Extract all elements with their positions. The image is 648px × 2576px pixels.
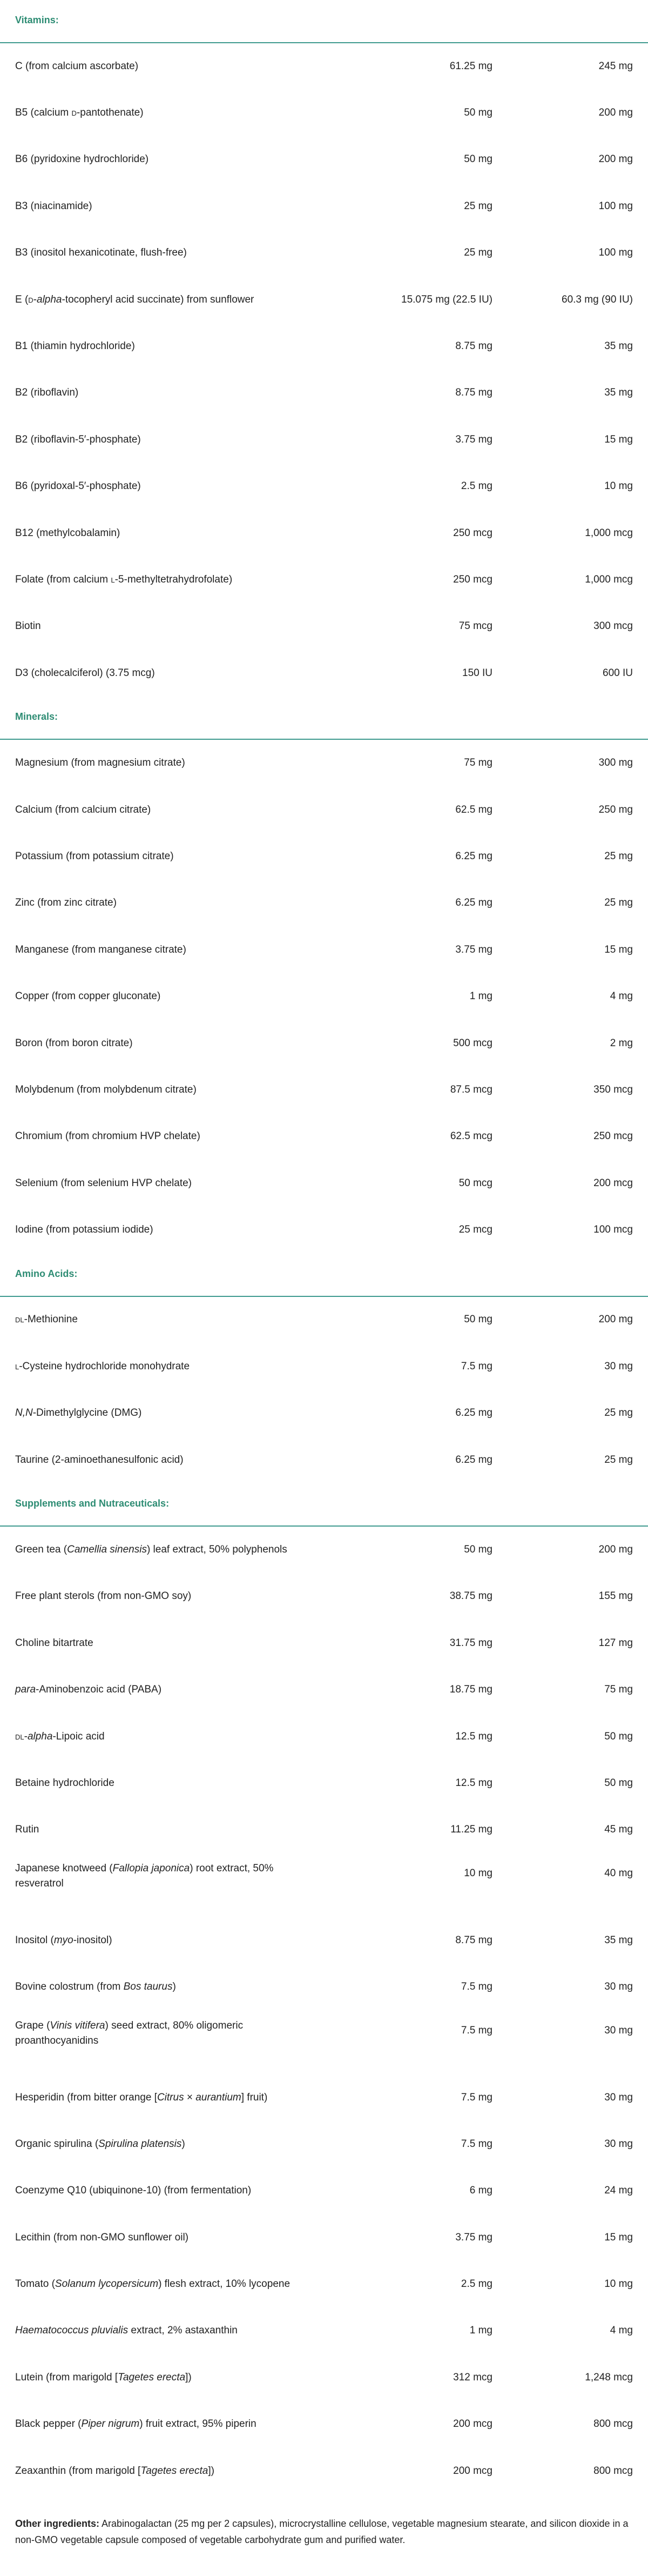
- ingredient-row: [0, 650, 648, 697]
- ingredient-row: [0, 973, 648, 1020]
- amount-per-serving: 127 mg: [598, 1637, 633, 1649]
- ingredient-name: Biotin: [15, 620, 41, 632]
- amount-per-capsule: 25 mg: [464, 247, 492, 259]
- amount-per-capsule: 15.075 mg (22.5 IU): [401, 293, 492, 305]
- ingredient-name: Coenzyme Q10 (ubiquinone-10) (from fermentation): [15, 2185, 252, 2197]
- ingredient-row: [0, 1854, 648, 1917]
- amount-per-capsule: 8.75 mg: [455, 1934, 492, 1946]
- amount-per-capsule: 7.5 mg: [461, 2091, 492, 2103]
- amount-per-capsule: 12.5 mg: [455, 1730, 492, 1742]
- amount-per-serving: 800 mcg: [593, 2418, 633, 2430]
- ingredient-row: [0, 787, 648, 833]
- ingredient-name: Japanese knotweed (Fallopia japonica) root extract, 50% resveratrol: [15, 1863, 274, 1890]
- ingredient-name: B2 (riboflavin-5′-phosphate): [15, 433, 141, 445]
- ingredient-name: B3 (niacinamide): [15, 200, 92, 212]
- ingredient-row: [0, 1067, 648, 1113]
- amount-per-capsule: 50 mg: [464, 153, 492, 165]
- amount-per-serving: 24 mg: [604, 2185, 633, 2197]
- amount-per-capsule: 25 mcg: [458, 1224, 492, 1236]
- other-ingredients-text: Arabinogalactan (25 mg per 2 capsules), microcrystalline cellulose, vegetable magnesium stearate, and silicon dioxide in a non-GMO vegetable capsule composed of vegetable carbohydrate gum and purified water.: [15, 2518, 629, 2545]
- amount-per-capsule: 25 mg: [464, 200, 492, 212]
- section-header: Minerals:: [0, 697, 648, 740]
- amount-per-serving: 200 mg: [598, 1544, 633, 1556]
- amount-per-capsule: 6.25 mg: [455, 850, 492, 862]
- ingredient-row: [0, 1343, 648, 1390]
- ingredient-name: Boron (from boron citrate): [15, 1037, 133, 1049]
- amount-per-capsule: 1 mg: [469, 2325, 492, 2337]
- ingredient-row: [0, 1964, 648, 2010]
- amount-per-serving: 10 mg: [604, 2278, 633, 2290]
- amount-per-serving: 250 mcg: [593, 1130, 633, 1142]
- amount-per-serving: 25 mg: [604, 1407, 633, 1419]
- ingredient-row: [0, 2011, 648, 2075]
- ingredient-row: [0, 277, 648, 323]
- ingredient-row: [0, 90, 648, 136]
- ingredient-row: [0, 2121, 648, 2167]
- amount-per-serving: 1,000 mcg: [585, 573, 633, 585]
- ingredient-name: B1 (thiamin hydrochloride): [15, 340, 135, 352]
- amount-per-serving: 30 mg: [604, 2138, 633, 2150]
- amount-per-capsule: 10 mg: [464, 1868, 492, 1879]
- amount-per-serving: 4 mg: [610, 991, 633, 1002]
- section-header: Supplements and Nutraceuticals:: [0, 1483, 648, 1527]
- ingredient-row: [0, 1207, 648, 1253]
- amount-per-capsule: 7.5 mg: [461, 1981, 492, 1993]
- ingredient-name: B3 (inositol hexanicotinate, flush-free): [15, 247, 187, 259]
- ingredient-row: [0, 880, 648, 927]
- amount-per-capsule: 18.75 mg: [449, 1684, 492, 1696]
- ingredient-name: B5 (calcium d-pantothenate): [15, 107, 144, 119]
- ingredient-name: D3 (cholecalciferol) (3.75 mcg): [15, 667, 155, 679]
- ingredient-name: l-Cysteine hydrochloride monohydrate: [15, 1360, 190, 1372]
- amount-per-capsule: 50 mg: [464, 107, 492, 119]
- ingredient-row: [0, 2354, 648, 2401]
- ingredient-row: [0, 2261, 648, 2307]
- ingredient-row: [0, 1714, 648, 1760]
- amount-per-capsule: 50 mg: [464, 1544, 492, 1556]
- amount-per-serving: 10 mg: [604, 480, 633, 492]
- ingredient-name: Calcium (from calcium citrate): [15, 804, 151, 815]
- ingredient-row: [0, 557, 648, 603]
- section-header: Amino Acids:: [0, 1254, 648, 1297]
- ingredient-row: [0, 370, 648, 417]
- ingredient-row: [0, 927, 648, 973]
- amount-per-capsule: 200 mcg: [453, 2465, 492, 2477]
- amount-per-capsule: 50 mg: [464, 1314, 492, 1326]
- amount-per-serving: 30 mg: [604, 2024, 633, 2036]
- ingredient-name: Taurine (2-aminoethanesulfonic acid): [15, 1454, 184, 1466]
- ingredient-name: Lecithin (from non-GMO sunflower oil): [15, 2231, 188, 2243]
- ingredient-row: [0, 417, 648, 463]
- ingredient-row: [0, 1020, 648, 1067]
- ingredient-name: Iodine (from potassium iodide): [15, 1224, 153, 1236]
- ingredient-row: [0, 1160, 648, 1207]
- ingredient-name: dl-alpha-Lipoic acid: [15, 1730, 105, 1742]
- amount-per-serving: 15 mg: [604, 944, 633, 955]
- amount-per-capsule: 312 mcg: [453, 2371, 492, 2383]
- ingredient-row: [0, 833, 648, 880]
- ingredient-name: Betaine hydrochloride: [15, 1777, 114, 1789]
- ingredient-name: C (from calcium ascorbate): [15, 60, 139, 72]
- ingredient-row: [0, 1620, 648, 1667]
- ingredient-row: [0, 2214, 648, 2261]
- amount-per-serving: 100 mg: [598, 247, 633, 259]
- amount-per-capsule: 61.25 mg: [449, 60, 492, 72]
- amount-per-capsule: 3.75 mg: [455, 2231, 492, 2243]
- ingredient-name: Chromium (from chromium HVP chelate): [15, 1130, 200, 1142]
- amount-per-serving: 1,000 mcg: [585, 527, 633, 539]
- ingredient-name: Free plant sterols (from non-GMO soy): [15, 1590, 192, 1602]
- amount-per-serving: 100 mcg: [593, 1224, 633, 1236]
- amount-per-serving: 15 mg: [604, 2231, 633, 2243]
- amount-per-capsule: 62.5 mg: [455, 804, 492, 815]
- ingredient-name: Inositol (myo-inositol): [15, 1934, 112, 1946]
- ingredient-row: [0, 2448, 648, 2494]
- amount-per-capsule: 1 mg: [469, 991, 492, 1002]
- ingredient-name: Grape (Vinis vitifera) seed extract, 80% oligomeric proanthocyanidins: [15, 2019, 244, 2046]
- ingredient-name: dl-Methionine: [15, 1314, 78, 1326]
- ingredient-name: Rutin: [15, 1824, 39, 1836]
- amount-per-serving: 25 mg: [604, 897, 633, 909]
- ingredient-name: Haematococcus pluvialis extract, 2% astaxanthin: [15, 2325, 238, 2337]
- ingredient-name: Bovine colostrum (from Bos taurus): [15, 1981, 176, 1993]
- ingredient-row: [0, 510, 648, 557]
- ingredient-name: Potassium (from potassium citrate): [15, 850, 174, 862]
- other-ingredients-label: Other ingredients:: [15, 2518, 100, 2529]
- ingredient-name: E (d-alpha-tocopheryl acid succinate) from sunflower: [15, 293, 254, 305]
- amount-per-serving: 200 mg: [598, 1314, 633, 1326]
- amount-per-capsule: 2.5 mg: [461, 2278, 492, 2290]
- amount-per-capsule: 12.5 mg: [455, 1777, 492, 1789]
- amount-per-capsule: 8.75 mg: [455, 340, 492, 352]
- ingredient-name: B12 (methylcobalamin): [15, 527, 120, 539]
- amount-per-serving: 200 mg: [598, 107, 633, 119]
- amount-per-serving: 4 mg: [610, 2325, 633, 2337]
- amount-per-capsule: 7.5 mg: [461, 2138, 492, 2150]
- amount-per-serving: 200 mcg: [593, 1177, 633, 1189]
- ingredient-row: [0, 1574, 648, 1620]
- amount-per-serving: 35 mg: [604, 340, 633, 352]
- ingredient-row: [0, 1667, 648, 1714]
- amount-per-serving: 50 mg: [604, 1777, 633, 1789]
- amount-per-serving: 2 mg: [610, 1037, 633, 1049]
- amount-per-capsule: 50 mcg: [458, 1177, 492, 1189]
- ingredient-name: para-Aminobenzoic acid (PABA): [15, 1684, 162, 1696]
- ingredient-name: Green tea (Camellia sinensis) leaf extract, 50% polyphenols: [15, 1544, 287, 1556]
- ingredient-row: [0, 1297, 648, 1343]
- ingredient-name: Black pepper (Piper nigrum) fruit extract, 95% piperin: [15, 2418, 256, 2430]
- ingredient-name: Zinc (from zinc citrate): [15, 897, 117, 909]
- amount-per-serving: 50 mg: [604, 1730, 633, 1742]
- amount-per-serving: 30 mg: [604, 2091, 633, 2103]
- ingredient-row: [0, 323, 648, 370]
- ingredient-name: Molybdenum (from molybdenum citrate): [15, 1083, 197, 1095]
- ingredient-row: [0, 230, 648, 277]
- ingredient-row: [0, 1807, 648, 1854]
- ingredient-row: [0, 1917, 648, 1964]
- amount-per-capsule: 7.5 mg: [461, 2024, 492, 2036]
- amount-per-serving: 300 mg: [598, 757, 633, 769]
- ingredient-name: Tomato (Solanum lycopersicum) flesh extract, 10% lycopene: [15, 2278, 291, 2290]
- amount-per-serving: 350 mcg: [593, 1083, 633, 1095]
- amount-per-capsule: 62.5 mcg: [450, 1130, 492, 1142]
- amount-per-serving: 300 mcg: [593, 620, 633, 632]
- amount-per-capsule: 8.75 mg: [455, 387, 492, 399]
- amount-per-capsule: 200 mcg: [453, 2418, 492, 2430]
- amount-per-serving: 100 mg: [598, 200, 633, 212]
- ingredient-name: Choline bitartrate: [15, 1637, 93, 1649]
- ingredient-name: B6 (pyridoxal-5′-phosphate): [15, 480, 141, 492]
- amount-per-capsule: 6 mg: [469, 2185, 492, 2197]
- ingredient-name: Selenium (from selenium HVP chelate): [15, 1177, 192, 1189]
- amount-per-serving: 245 mg: [598, 60, 633, 72]
- ingredient-name: Copper (from copper gluconate): [15, 991, 161, 1002]
- amount-per-serving: 25 mg: [604, 1454, 633, 1466]
- ingredient-row: [0, 604, 648, 650]
- amount-per-serving: 60.3 mg (90 IU): [562, 293, 633, 305]
- amount-per-serving: 1,248 mcg: [585, 2371, 633, 2383]
- amount-per-serving: 200 mg: [598, 153, 633, 165]
- amount-per-serving: 45 mg: [604, 1824, 633, 1836]
- ingredient-name: B6 (pyridoxine hydrochloride): [15, 153, 149, 165]
- ingredient-row: [0, 1437, 648, 1483]
- amount-per-serving: 40 mg: [604, 1868, 633, 1879]
- amount-per-capsule: 6.25 mg: [455, 1454, 492, 1466]
- amount-per-capsule: 6.25 mg: [455, 897, 492, 909]
- ingredient-name: Manganese (from manganese citrate): [15, 944, 186, 955]
- amount-per-serving: 250 mg: [598, 804, 633, 815]
- amount-per-serving: 25 mg: [604, 850, 633, 862]
- amount-per-capsule: 31.75 mg: [449, 1637, 492, 1649]
- amount-per-serving: 75 mg: [604, 1684, 633, 1696]
- amount-per-capsule: 3.75 mg: [455, 433, 492, 445]
- amount-per-capsule: 87.5 mcg: [450, 1083, 492, 1095]
- ingredient-row: [0, 1760, 648, 1806]
- ingredient-row: [0, 1390, 648, 1437]
- amount-per-serving: 800 mcg: [593, 2465, 633, 2477]
- amount-per-capsule: 11.25 mg: [450, 1824, 492, 1836]
- amount-per-serving: 35 mg: [604, 1934, 633, 1946]
- ingredient-row: [0, 43, 648, 90]
- amount-per-serving: 15 mg: [604, 433, 633, 445]
- ingredient-row: [0, 2308, 648, 2354]
- amount-per-capsule: 500 mcg: [453, 1037, 492, 1049]
- amount-per-capsule: 75 mg: [464, 757, 492, 769]
- ingredient-row: [0, 1114, 648, 1160]
- amount-per-serving: 600 IU: [603, 667, 633, 679]
- ingredient-row: [0, 464, 648, 510]
- ingredient-row: [0, 2401, 648, 2448]
- amount-per-capsule: 2.5 mg: [461, 480, 492, 492]
- ingredient-row: [0, 740, 648, 786]
- amount-per-serving: 155 mg: [598, 1590, 633, 1602]
- amount-per-serving: 35 mg: [604, 387, 633, 399]
- amount-per-capsule: 75 mcg: [458, 620, 492, 632]
- amount-per-capsule: 250 mcg: [453, 527, 492, 539]
- section-header: Vitamins:: [0, 0, 648, 43]
- amount-per-serving: 30 mg: [604, 1360, 633, 1372]
- ingredient-name: Lutein (from marigold [Tagetes erecta]): [15, 2371, 192, 2383]
- other-ingredients: [15, 2515, 631, 2548]
- ingredient-name: Folate (from calcium l-5-methyltetrahydrofolate): [15, 573, 233, 585]
- ingredient-row: [0, 2168, 648, 2214]
- amount-per-capsule: 150 IU: [462, 667, 492, 679]
- amount-per-capsule: 3.75 mg: [455, 944, 492, 955]
- amount-per-capsule: 7.5 mg: [461, 1360, 492, 1372]
- ingredient-name: Organic spirulina (Spirulina platensis): [15, 2138, 185, 2150]
- ingredient-name: Magnesium (from magnesium citrate): [15, 757, 185, 769]
- amount-per-serving: 30 mg: [604, 1981, 633, 1993]
- ingredient-name: Zeaxanthin (from marigold [Tagetes erecta]): [15, 2465, 214, 2477]
- amount-per-capsule: 6.25 mg: [455, 1407, 492, 1419]
- ingredient-name: B2 (riboflavin): [15, 387, 79, 399]
- ingredient-row: [0, 2075, 648, 2121]
- ingredient-name: Hesperidin (from bitter orange [Citrus × aurantium] fruit): [15, 2091, 268, 2103]
- ingredient-row: [0, 1527, 648, 1573]
- amount-per-capsule: 250 mcg: [453, 573, 492, 585]
- ingredient-name: N,N-Dimethylglycine (DMG): [15, 1407, 142, 1419]
- amount-per-capsule: 38.75 mg: [449, 1590, 492, 1602]
- ingredient-row: [0, 137, 648, 183]
- ingredient-row: [0, 183, 648, 230]
